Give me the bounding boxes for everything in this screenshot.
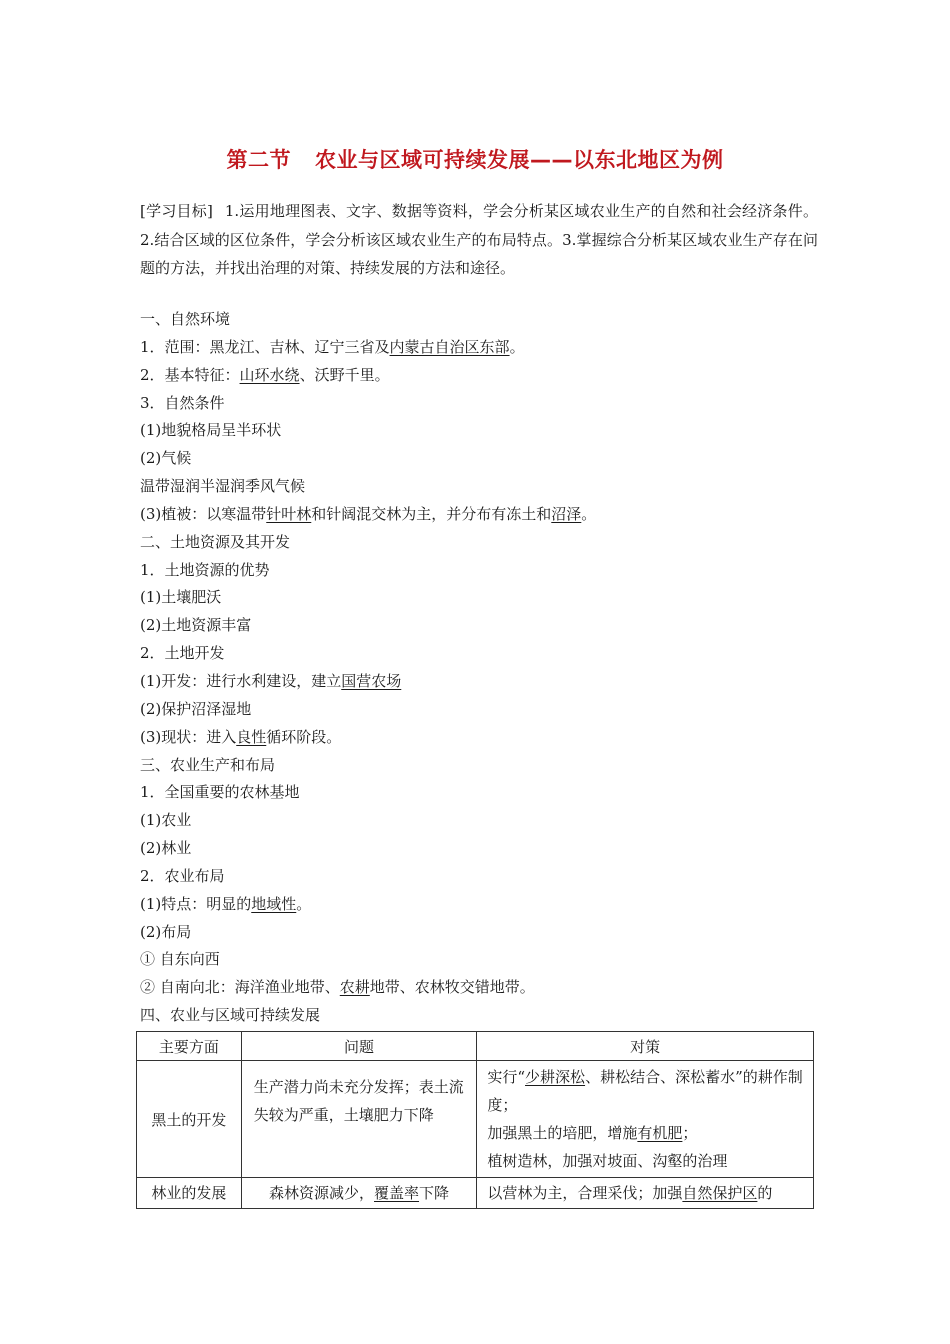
climate-line: (2)气候 [140,449,192,468]
land-dev-line: 2．土地开发 [140,644,225,663]
heading-sustainable: 四、农业与区域可持续发展 [140,1006,321,1025]
table-row [137,1178,814,1209]
soil-line: (1)土壤肥沃 [140,588,222,607]
answer-blank: 国营农场 [341,671,402,690]
measures-table [136,1031,814,1209]
layout-line: 2．农业布局 [140,866,225,885]
section-number: 第二节 [226,148,291,172]
landform-line: (1)地貌格局呈半环状 [140,421,282,440]
climate-type-line: 温带湿润半湿润季风气候 [140,477,306,496]
feature-line: 2．基本特征：山环水绕、沃野千里。 [140,365,390,384]
wetland-line: (2)保护沼泽湿地 [140,699,252,718]
table-row [137,1061,814,1178]
conditions-heading: 3．自然条件 [140,393,225,412]
distribution-line: (2)布局 [140,922,192,941]
development-line: (1)开发：进行水利建设，建立国营农场 [140,671,402,690]
east-west-line: ① 自东向西 [140,950,220,969]
learning-goals [140,197,818,283]
problem-cell: 生产潜力尚未充分发挥；表土流失较为严重，土壤肥力下降 [241,1061,477,1178]
answer-blank: 地域性 [251,894,297,913]
measure-cell: 实行“少耕深松、耕松结合、深松蓄水”的耕作制度； 加强黑土的培肥，增施有机肥； 植树造林，加强对坡面、沟壑的治理 [477,1061,814,1178]
range-line: 1．范围：黑龙江、吉林、辽宁三省及内蒙古自治区东部。 [140,337,525,356]
status-line: (3)现状：进入良性循环阶段。 [140,727,342,746]
table-header-row [137,1032,814,1061]
answer-blank: 内蒙古自治区东部 [389,337,510,356]
goals-tag: [学习目标] [140,202,213,220]
heading-land-resources: 二、土地资源及其开发 [140,532,291,551]
content-body [140,306,820,1030]
farming-line: (1)农业 [140,811,192,830]
forestry-line: (2)林业 [140,839,192,858]
answer-blank: 针叶林 [266,504,312,523]
answer-blank: 自然保护区 [682,1184,758,1202]
land-rich-line: (2)土地资源丰富 [140,616,252,635]
vegetation-line: (3)植被：以寒温带针叶林和针阔混交林为主，并分布有冻土和沼泽。 [140,504,597,523]
goals-text: 1.运用地理图表、文字、数据等资料，学会分析某区域农业生产的自然和社会经济条件。2.结合区域的区位条件，学会分析该区域农业生产的布局特点。3.掌握综合分析某区域农业生产存在问题的方法，并找出治理的对策、持续发展的方法和途径。 [140,202,818,277]
answer-blank: 覆盖率 [374,1184,420,1202]
answer-blank: 农耕 [339,978,370,997]
answer-blank: 少耕深松 [525,1068,586,1086]
answer-blank: 沼泽 [551,504,582,523]
aspect-cell: 黑土的开发 [137,1061,242,1178]
section-title: 农业与区域可持续发展——以东北地区为例 [315,148,724,172]
feature-regional-line: (1)特点：明显的地域性。 [140,894,312,913]
page-title [0,144,950,174]
answer-blank: 有机肥 [637,1124,683,1142]
south-north-line: ② 自南向北：海洋渔业地带、农耕地带、农林牧交错地带。 [140,978,535,997]
answer-blank: 良性 [236,727,267,746]
answer-blank: 山环水绕 [239,365,300,384]
table-header: 对策 [477,1032,814,1061]
problem-cell: 森林资源减少，覆盖率下降 [241,1178,477,1209]
aspect-cell: 林业的发展 [137,1178,242,1209]
measure-cell: 以营林为主，合理采伐；加强自然保护区的 [477,1178,814,1209]
table-header: 主要方面 [137,1032,242,1061]
heading-agriculture: 三、农业生产和布局 [140,755,276,774]
table-header: 问题 [241,1032,477,1061]
heading-natural-environment: 一、自然环境 [140,310,231,328]
land-advantage-line: 1．土地资源的优势 [140,560,270,579]
base-line: 1．全国重要的农林基地 [140,783,300,802]
